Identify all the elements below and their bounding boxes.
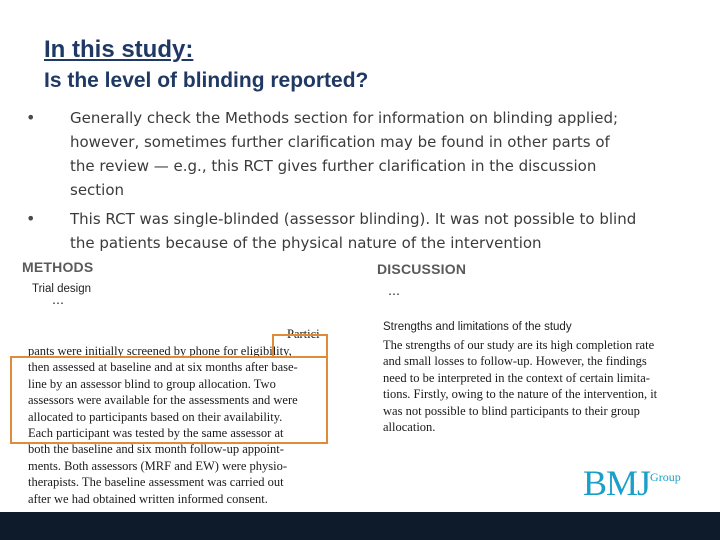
methods-line: then assessed at baseline and at six months after base-	[28, 360, 298, 375]
methods-line: therapists. The baseline assessment was carried out	[28, 475, 284, 490]
highlight-box-main	[10, 356, 328, 444]
logo-main: BMJ	[583, 463, 651, 503]
bullet-line: however, sometimes further clarification may be found in other parts of	[70, 133, 610, 151]
bullet-line: the patients because of the physical nature of the intervention	[70, 234, 542, 252]
bullet-line: section	[70, 181, 125, 199]
bullet-item	[70, 207, 710, 255]
methods-line: allocated to participants based on their availability.	[28, 409, 283, 424]
discussion-line: need to be interpreted in the context of certain limita-	[383, 370, 650, 385]
discussion-line: was not possible to blind participants to their group	[383, 403, 640, 418]
logo-suffix: Group	[650, 470, 681, 484]
bmj-group-logo	[583, 462, 681, 504]
highlight-box-top	[272, 334, 328, 358]
bottom-bar	[0, 512, 720, 540]
methods-line: ments. Both assessors (MRF and EW) were physio-	[28, 458, 287, 473]
methods-line: pants were initially screened by phone for eligibility,	[28, 344, 292, 358]
discussion-excerpt	[383, 337, 713, 435]
methods-line: Each participant was tested by the same assessor at	[28, 426, 284, 441]
methods-ellipsis: …	[52, 293, 64, 307]
methods-corner-word: Partici-	[287, 327, 324, 341]
discussion-line: and small losses to follow-up. However, the findings	[383, 354, 647, 369]
methods-heading: METHODS	[22, 259, 94, 275]
methods-line: assessors were available for the assessments and were	[28, 393, 298, 408]
discussion-line: allocation.	[383, 420, 436, 435]
bullet-item	[70, 106, 710, 202]
methods-line: after we had obtained written informed consent.	[28, 491, 268, 506]
slide-subtitle: Is the level of blinding reported?	[44, 69, 369, 92]
discussion-heading: DISCUSSION	[377, 261, 467, 277]
bullet-marker: •	[26, 209, 36, 228]
slide-title: In this study:	[44, 36, 194, 63]
methods-subheading: Trial design	[32, 283, 92, 295]
discussion-line: The strengths of our study are its high completion rate	[383, 338, 655, 352]
bullet-line: the review — e.g., this RCT gives further clarification in the discussion	[70, 157, 597, 175]
discussion-line: tions. Firstly, owing to the nature of the intervention, it	[383, 387, 658, 402]
bullet-line: This RCT was single-blinded (assessor blinding). It was not possible to blind	[70, 210, 637, 228]
discussion-ellipsis: …	[388, 284, 400, 298]
methods-line: line by an assessor blind to group allocation. Two	[28, 376, 276, 391]
discussion-subheading: Strengths and limitations of the study	[383, 321, 572, 333]
bullet-marker: •	[26, 108, 36, 127]
bullet-line: Generally check the Methods section for information on blinding applied;	[70, 109, 619, 127]
methods-line: both the baseline and six month follow-up appoint-	[28, 442, 284, 457]
